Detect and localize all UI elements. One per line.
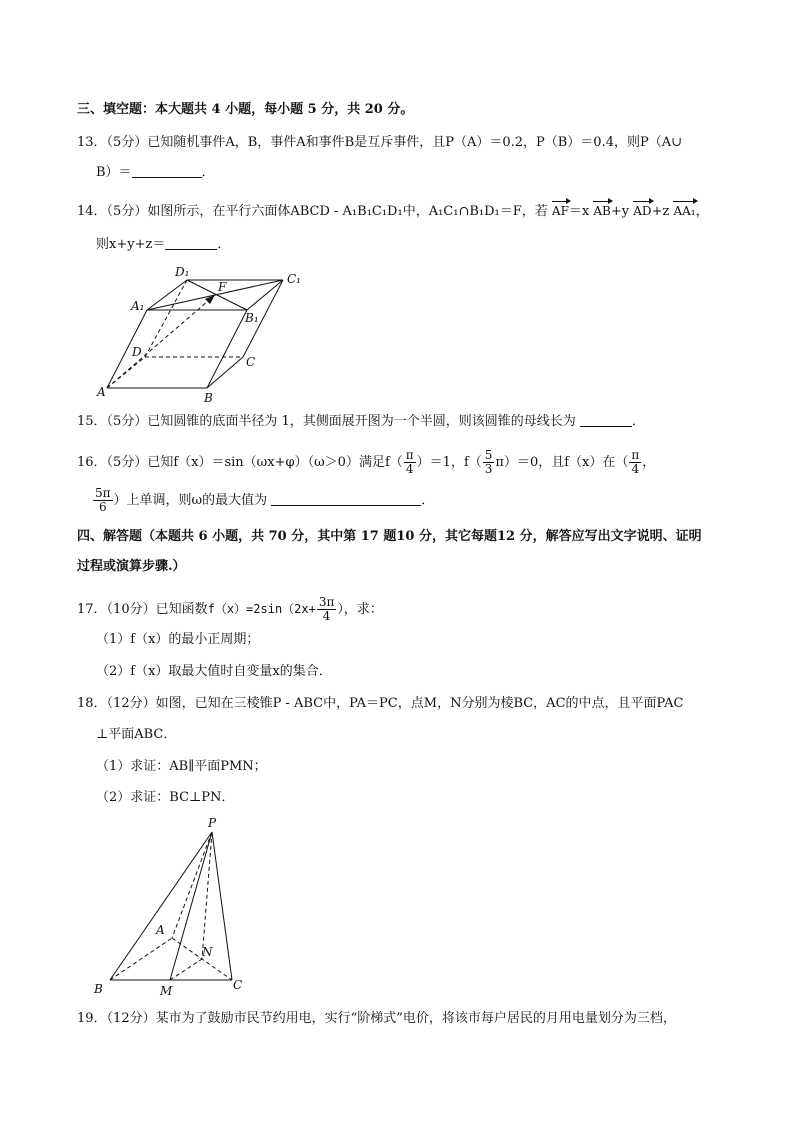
vector-aa1: AA₁	[673, 200, 695, 219]
vector-ad: AD	[633, 200, 651, 219]
answer-blank-16	[271, 493, 421, 506]
q15-suffix: ．	[631, 414, 645, 429]
q17-function: f（x）=2sin（2x+	[207, 602, 316, 616]
q16-suffix: ．	[421, 493, 435, 508]
fraction-5-over-3: $\frac{5}{3}$	[484, 448, 493, 476]
vertex-label-a-tetra: A	[156, 923, 165, 937]
question-13-line-2	[96, 165, 215, 181]
fraction-pi-over-4-interval: $\frac{\pi}{4}$	[631, 448, 640, 476]
fraction-3pi-over-4: $\frac{3\pi}{4}$	[318, 595, 335, 623]
question-14-line-2	[96, 237, 230, 253]
vertex-label-b-tetra: B	[94, 982, 103, 996]
vertex-label-a: A	[97, 385, 106, 399]
question-18-line-2: ⊥平面ABC．	[96, 727, 177, 742]
fraction-5pi-over-6: $\frac{5\pi}{6}$	[95, 486, 111, 514]
parallelepiped-figure	[95, 262, 310, 407]
vertex-label-c1: C₁	[287, 272, 301, 286]
q14-eq1: ＝x	[568, 204, 590, 219]
q17-suffix: ），求：	[337, 602, 383, 617]
fraction-pi-over-4: $\frac{\pi}{4}$	[405, 448, 414, 476]
vector-ab: AB	[593, 200, 610, 219]
vertex-label-a1: A₁	[131, 299, 145, 313]
question-18-part-2: （2）求证：BC⊥PN．	[96, 790, 235, 805]
point-label-m: M	[160, 984, 173, 998]
q13-prefix: B）＝	[96, 165, 132, 180]
tetrahedron-figure	[90, 812, 260, 1000]
q17-prefix: 17．（10分）已知函数	[77, 602, 208, 617]
q16-comma: ，	[642, 455, 656, 470]
vertex-label-d: D	[132, 345, 142, 359]
question-17-part-1: （1）f（x）的最小正周期；	[96, 632, 260, 647]
question-15	[77, 414, 645, 430]
vertex-label-b: B	[204, 391, 213, 405]
answer-blank-15	[580, 414, 632, 427]
vertex-label-c: C	[246, 355, 256, 369]
q14-eq3: +z	[651, 204, 670, 219]
q14-number: 14．（5分）如图所示，在平行六面体	[77, 204, 291, 219]
section-3-heading: 三、填空题：本大题共 4 小题，每小题 5 分，共 20 分。	[77, 102, 414, 117]
q16-mid1: ）＝1，f（	[416, 455, 482, 470]
q16-prefix: 16．（5分）已知f（x）＝sin（ωx+φ）（ω＞0）满足f（	[77, 455, 403, 470]
section-4-heading-line-1: 四、解答题（本题共 6 小题，共 70 分，其中第 17 题10 分，其它每题12 分，解答应写出文字说明、证明	[77, 529, 702, 544]
vertex-label-d1: D₁	[175, 265, 190, 279]
q14-prefix: 则x+y+z＝	[96, 237, 166, 252]
q16-line2-text: ）上单调，则ω的最大值为	[113, 493, 268, 508]
q14-body: ABCD - A₁B₁C₁D₁中，A₁C₁∩B₁D₁＝F，若	[290, 204, 548, 219]
question-16-line-1	[77, 449, 655, 476]
question-18-part-1: （1）求证：AB∥平面PMN；	[96, 759, 267, 774]
point-label-n: N	[202, 945, 213, 959]
vector-af: AF	[552, 200, 569, 219]
vertex-label-p: P	[208, 816, 217, 830]
q15-text: 15．（5分）已知圆锥的底面半径为 1，其侧面展开图为一个半圆，则该圆锥的母线长为	[77, 414, 576, 429]
q14-end: ，	[695, 204, 709, 219]
vertex-label-b1: B₁	[245, 311, 259, 325]
q16-mid2: π）＝0，且f（x）在（	[495, 455, 629, 470]
question-16-line-2	[92, 487, 434, 514]
question-17	[77, 596, 383, 623]
answer-blank-14	[165, 237, 217, 250]
q13-suffix: ．	[201, 165, 215, 180]
answer-blank-13	[132, 165, 202, 178]
question-19-line-1: 19．（12分）某市为了鼓励市民节约用电，实行“阶梯式”电价，将该市每户居民的月用电量划分为三档，	[77, 1011, 676, 1026]
q14-eq2: +y	[610, 204, 630, 219]
question-14-line-1	[77, 200, 709, 220]
section-4-heading-line-2: 过程或演算步骤.）	[77, 559, 186, 574]
vertex-label-c-tetra: C	[233, 978, 243, 992]
point-label-f: F	[218, 280, 227, 294]
q14-suffix: ．	[217, 237, 231, 252]
question-17-part-2: （2）f（x）取最大值时自变量x的集合．	[96, 664, 332, 679]
question-13-line-1: 13．（5分）已知随机事件A，B，事件A和事件B是互斥事件，且P（A）＝0.2，P（B）＝0.4，则P（A∪	[77, 135, 683, 150]
question-18-line-1: 18．（12分）如图，已知在三棱锥P - ABC中，PA＝PC，点M，N分别为棱BC，AC的中点，且平面PAC	[77, 696, 684, 711]
